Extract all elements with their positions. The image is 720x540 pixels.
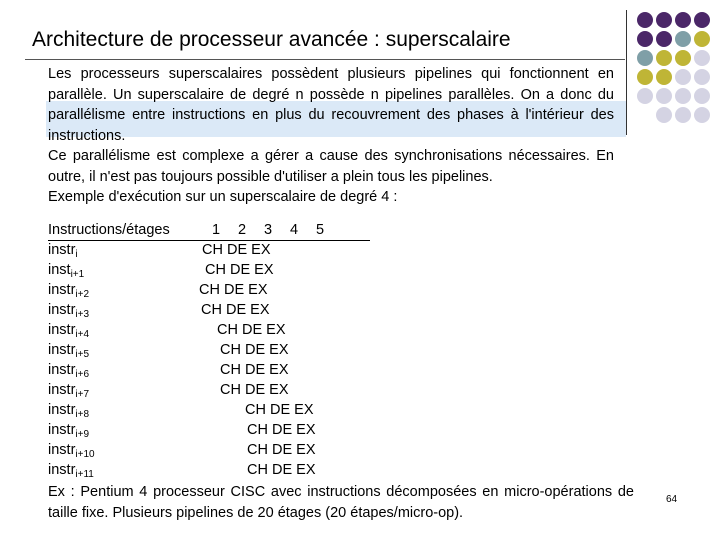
footer-text: Ex : Pentium 4 processeur CISC avec instructions décomposées en micro-opérations de taille fixe. Plusieurs pipelines de 20 étages (20 étapes/micro-op). bbox=[48, 484, 634, 521]
pipeline-phases: CH DE EX bbox=[220, 362, 289, 378]
instruction-index: i+9 bbox=[75, 429, 90, 440]
decorative-dot bbox=[675, 69, 691, 85]
pipeline-phases: CH DE EX bbox=[217, 322, 286, 338]
instruction-name: instr bbox=[48, 422, 76, 438]
instruction-name: instr bbox=[48, 362, 76, 378]
pipeline-phases: CH DE EX bbox=[247, 462, 316, 478]
decorative-dot bbox=[675, 107, 691, 123]
decorative-dot bbox=[675, 50, 691, 66]
decorative-dot bbox=[694, 12, 710, 28]
decorative-dot bbox=[656, 107, 672, 123]
instruction-index: i+2 bbox=[75, 289, 90, 300]
pipeline-phases: CH DE EX bbox=[220, 382, 289, 398]
stage-numbers bbox=[212, 220, 324, 240]
pipeline-phases: CH DE EX bbox=[220, 342, 289, 358]
pipeline-phases: CH DE EX bbox=[247, 442, 316, 458]
pipeline-phases: CH DE EX bbox=[201, 302, 270, 318]
instruction-index: i+5 bbox=[75, 349, 90, 360]
page-number: 64 bbox=[666, 494, 678, 505]
instruction-index: i+3 bbox=[75, 309, 90, 320]
decorative-dot bbox=[656, 12, 672, 28]
stage-number: 3 bbox=[264, 222, 273, 238]
decorative-dot bbox=[656, 69, 672, 85]
decorative-dot bbox=[656, 50, 672, 66]
pipeline-phases: CH DE EX bbox=[199, 282, 268, 298]
decorative-dot bbox=[694, 69, 710, 85]
decorative-dot bbox=[694, 31, 710, 47]
pipeline-phases: CH DE EX bbox=[247, 422, 316, 438]
intro-paragraph-1: Les processeurs superscalaires possèdent plusieurs pipelines qui fonctionnent en parallèle. Un superscalaire de degré n possède n pipelines parallèles. On a donc du parallélisme entre instructions en plus du recouvrement des phases à l'intérieur des instructions. bbox=[48, 66, 614, 144]
decorative-dot bbox=[694, 50, 710, 66]
instruction-index: i+6 bbox=[75, 369, 90, 380]
instruction-name: instr bbox=[48, 442, 76, 458]
instruction-index: i+4 bbox=[75, 329, 90, 340]
instruction-name: instr bbox=[48, 302, 76, 318]
intro-paragraph-2: Ce parallélisme est complexe a gérer a cause des synchronisations nécessaires. En outre, il n'est pas toujours possible d'utiliser a plein tous les pipelines. bbox=[48, 148, 614, 185]
stage-number: 4 bbox=[290, 222, 299, 238]
decorative-dot bbox=[637, 50, 653, 66]
instruction-index: i+1 bbox=[70, 269, 85, 280]
stage-number: 1 bbox=[212, 222, 221, 238]
pipeline-phases: CH DE EX bbox=[202, 242, 271, 258]
instruction-index: i+8 bbox=[75, 409, 90, 420]
decorative-dot bbox=[694, 88, 710, 104]
instruction-index: i bbox=[75, 249, 78, 260]
decorative-dot bbox=[656, 88, 672, 104]
decorative-dot bbox=[694, 107, 710, 123]
table-header-label: Instructions/étages bbox=[48, 222, 170, 238]
slide-title: Architecture de processeur avancée : superscalaire bbox=[32, 28, 511, 51]
instruction-name: instr bbox=[48, 402, 76, 418]
decorative-dot bbox=[656, 31, 672, 47]
title-divider bbox=[25, 59, 625, 60]
table-header bbox=[48, 220, 170, 240]
instruction-name: inst bbox=[48, 262, 71, 278]
instruction-index: i+10 bbox=[75, 449, 95, 460]
instruction-index: i+7 bbox=[75, 389, 90, 400]
stage-number: 5 bbox=[316, 222, 325, 238]
vertical-divider bbox=[626, 10, 627, 135]
instruction-name: instr bbox=[48, 322, 76, 338]
intro-paragraph-3: Exemple d'exécution sur un superscalaire de degré 4 : bbox=[48, 189, 398, 205]
decorative-dot bbox=[637, 69, 653, 85]
instruction-name: instr bbox=[48, 382, 76, 398]
intro-text bbox=[48, 64, 614, 208]
decorative-dot bbox=[637, 88, 653, 104]
instruction-name: instr bbox=[48, 462, 76, 478]
decorative-dot bbox=[675, 31, 691, 47]
pipeline-phases: CH DE EX bbox=[245, 402, 314, 418]
decorative-dot bbox=[637, 12, 653, 28]
instruction-name: instr bbox=[48, 342, 76, 358]
decorative-dot bbox=[675, 88, 691, 104]
instruction-name: instr bbox=[48, 242, 76, 258]
instruction-index: i+11 bbox=[75, 469, 94, 480]
stage-number: 2 bbox=[238, 222, 247, 238]
instruction-name: instr bbox=[48, 282, 76, 298]
decorative-dot bbox=[637, 31, 653, 47]
decorative-dot bbox=[675, 12, 691, 28]
pipeline-phases: CH DE EX bbox=[205, 262, 274, 278]
